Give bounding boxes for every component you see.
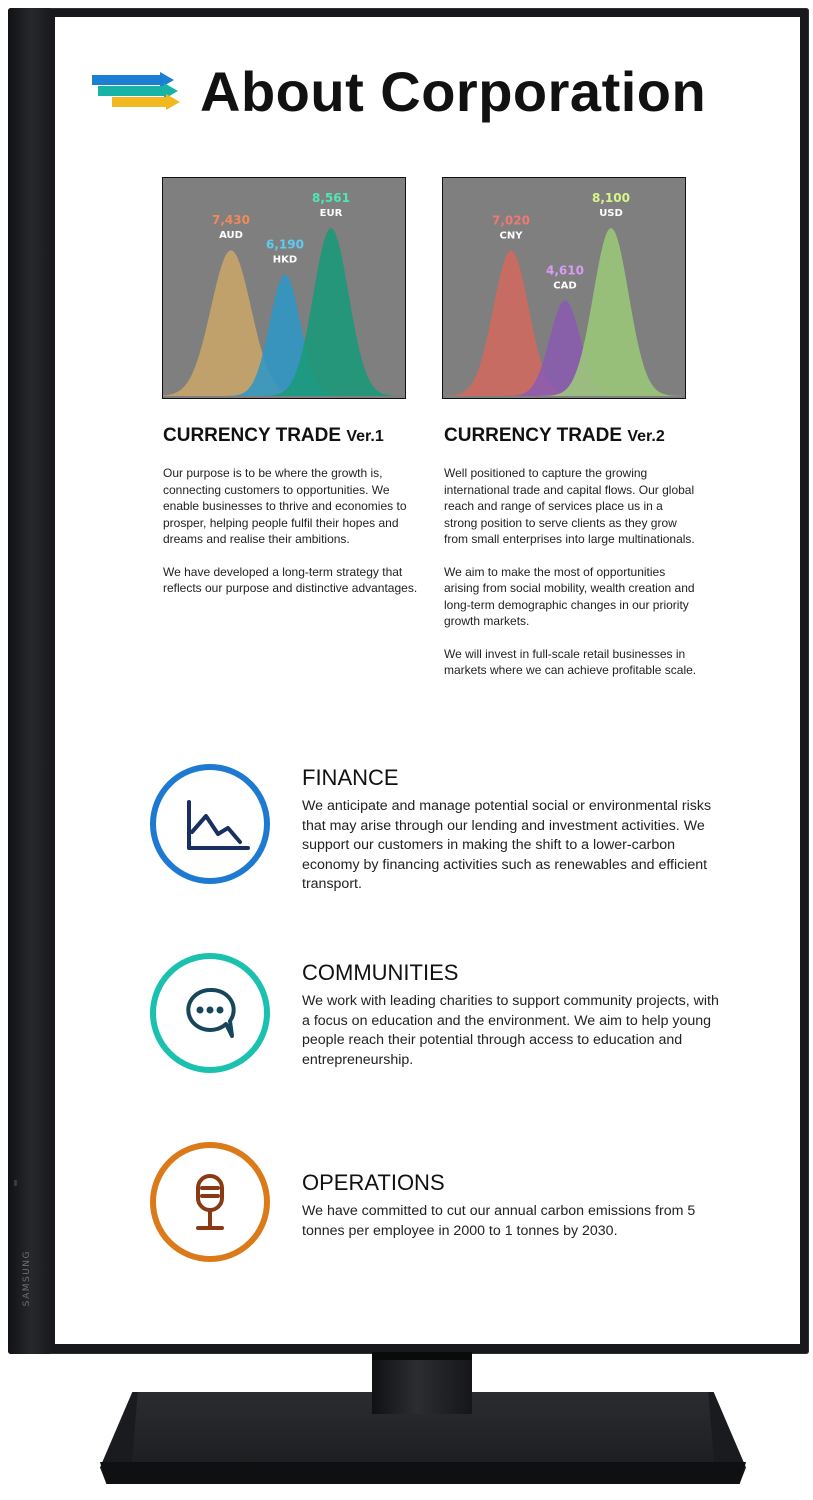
column-1-version: Ver.1 (346, 428, 384, 445)
column-1-paragraph: We have developed a long-term strategy that reflects our purpose and distinctive advantages. (163, 564, 418, 595)
column-1-paragraph: Our purpose is to be where the growth is, connecting customers to opportunities. We enable businesses to thrive and economies to prosper, helping people fulfil their hopes and dreams and realise their ambitions. (163, 466, 407, 546)
operations-circle (150, 1142, 270, 1262)
power-indicator (14, 1180, 17, 1186)
column-2-paragraph: Well positioned to capture the growing international trade and capital flows. Our global reach and range of services place us in a strong position to serve clients as they grow from small enterprises into large multinationals. (444, 466, 695, 546)
column-2-paragraph: We aim to make the most of opportunities arising from social mobility, wealth creation and long-term demographic changes in our priority growth markets. (444, 564, 695, 628)
communities-circle (150, 953, 270, 1073)
currency-chart-1-svg (163, 178, 406, 399)
finance-text: We anticipate and manage potential social or environmental risks that may arise through our lending and investment activities. We support our customers in making the shift to a lower-carbon economy by financing activities such as renewables and efficient transport. (302, 798, 712, 893)
value-label-cny: 7,020 (492, 213, 530, 228)
column-2-paragraph: We will invest in full-scale retail businesses in markets where we can achieve profitable scale. (444, 646, 697, 677)
column-1-title (163, 425, 384, 447)
finance-circle (150, 764, 270, 884)
column-2-version: Ver.2 (627, 428, 665, 445)
monitor-stand-edge (100, 1462, 746, 1484)
currency-chart-2-svg (443, 178, 686, 399)
arrows-logo-icon (92, 72, 182, 122)
screen (55, 17, 800, 1344)
monitor-stand-neck (372, 1352, 472, 1414)
chat-bubble-icon (156, 959, 264, 1067)
monitor-brand: SAMSUNG (22, 1250, 32, 1307)
column-2-title-text: CURRENCY TRADE (444, 425, 623, 446)
series-label-usd: USD (599, 208, 623, 219)
series-label-eur: EUR (319, 208, 343, 219)
line-chart-icon (156, 770, 264, 878)
value-label-hkd: 6,190 (266, 237, 304, 252)
finance-title: FINANCE (302, 765, 399, 790)
monitor-neck-shadow (372, 1352, 472, 1360)
microphone-icon (156, 1148, 264, 1256)
value-label-usd: 8,100 (592, 191, 630, 205)
column-1-text (163, 465, 418, 613)
series-label-aud: AUD (219, 230, 243, 242)
column-1-title-text: CURRENCY TRADE (163, 425, 342, 446)
series-label-cny: CNY (499, 230, 523, 242)
currency-chart-1 (162, 177, 406, 399)
value-label-cad: 4,610 (546, 263, 584, 278)
value-label-aud: 7,430 (212, 213, 250, 228)
value-label-eur: 8,561 (312, 191, 350, 205)
series-label-cad: CAD (553, 280, 577, 292)
page-title: About Corporation (200, 60, 707, 123)
operations-text: We have committed to cut our annual carbon emissions from 5 tonnes per employee in 2000 to 1 tonnes by 2030. (302, 1203, 696, 1239)
communities-text: We work with leading charities to support community projects, with a focus on education and the environment. We aim to help young people reach their potential through access to education and entrepreneurship. (302, 993, 719, 1068)
monitor-left-edge (8, 8, 50, 1354)
communities-title: COMMUNITIES (302, 960, 459, 985)
column-2-title (444, 425, 665, 447)
operations-title: OPERATIONS (302, 1170, 445, 1195)
column-2-text (444, 465, 699, 695)
series-label-hkd: HKD (272, 254, 298, 266)
currency-chart-2 (442, 177, 686, 399)
